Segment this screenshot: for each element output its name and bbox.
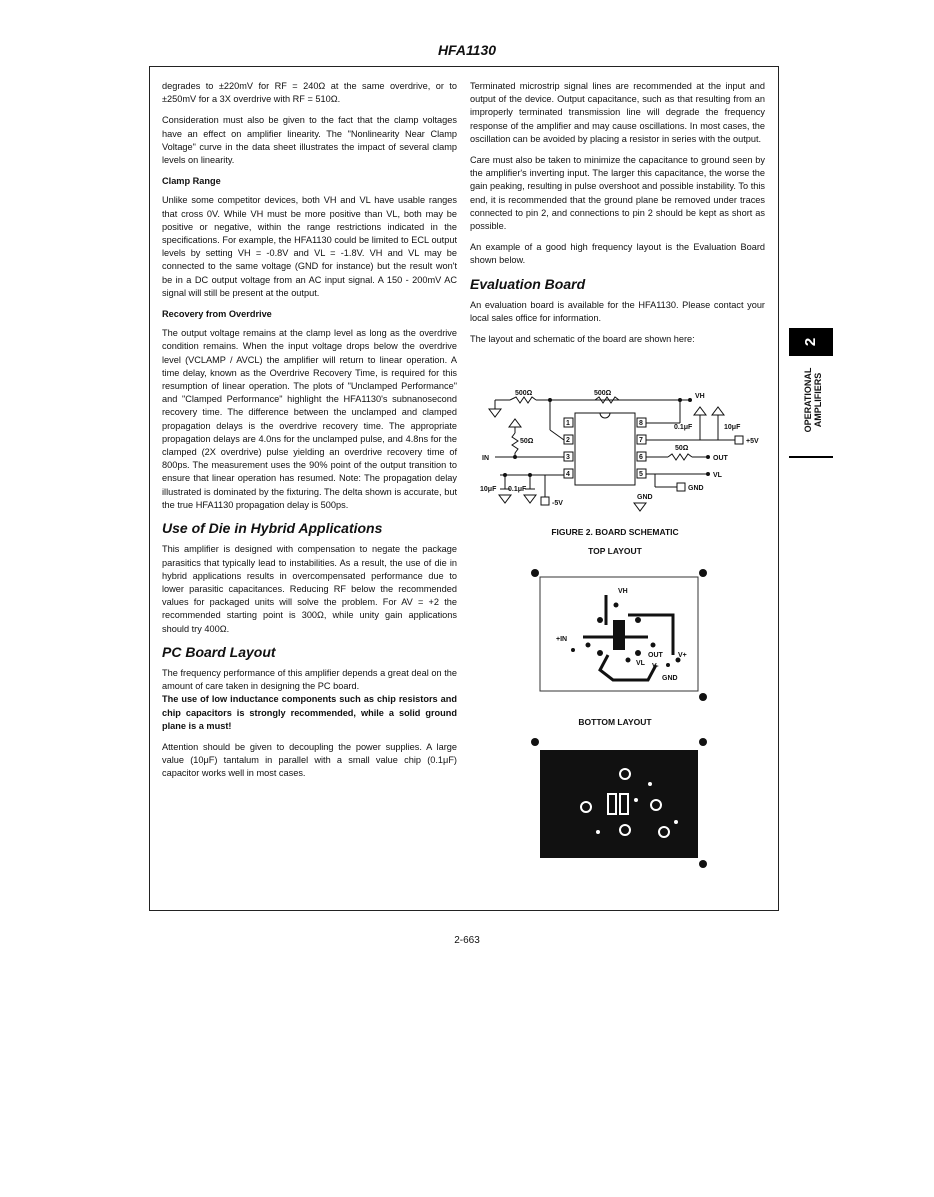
- svg-text:8: 8: [639, 420, 643, 427]
- paragraph: An example of a good high frequency layout is the Evaluation Board shown below.: [470, 242, 765, 266]
- svg-text:3: 3: [566, 454, 570, 461]
- svg-text:1: 1: [566, 420, 570, 427]
- figure-caption: FIGURE 2. BOARD SCHEMATIC: [551, 527, 679, 537]
- out-label: OUT: [713, 455, 728, 462]
- side-tab: [789, 328, 833, 458]
- plus5-label: +5V: [746, 438, 759, 445]
- section-heading-evaluation: Evaluation Board: [470, 275, 586, 292]
- gnd-label: GND: [662, 675, 678, 682]
- in-label: +IN: [556, 636, 568, 643]
- vh-label: VH: [618, 588, 628, 595]
- right-column: [470, 80, 765, 354]
- vl-label: VL: [636, 660, 645, 667]
- paragraph-bold: The use of low inductance components such as chip resistors and chip capacitors is strongly recommended, while a solid ground plane is a must!: [162, 694, 457, 731]
- top-layout-label: TOP LAYOUT: [588, 546, 642, 556]
- svg-text:2: 2: [566, 437, 570, 444]
- paragraph: This amplifier is designed with compensation to negate the package parasitics that typically lead to instabilities. As a result, the use of die in hybrid applications results in overcompensated performance due to lower parasitic capacitances. Reducing RF below the recommended values for packaged units will solve the problem. For AV = +2 the recommended starting point is 300Ω, while unity gain applications should try 400Ω.: [162, 544, 457, 634]
- paragraph: Consideration must also be given to the fact that the clamp voltages have an effect on amplifier linearity. The "Nonlinearity Near Clamp Voltage" curve in the data sheet illustrates the impact of several clamp levels on linearity.: [162, 115, 457, 166]
- board-schematic: [480, 385, 770, 515]
- paragraph: Attention should be given to decoupling the power supplies. A large value (10μF) tantalum in parallel with a small value chip (0.1μF) capacitor works well in most cases.: [162, 741, 457, 779]
- subheading-recovery: Recovery from Overdrive: [162, 309, 272, 320]
- side-tab-number: 2: [789, 328, 833, 356]
- svg-text:5: 5: [639, 471, 643, 478]
- bottom-layout-label: BOTTOM LAYOUT: [578, 717, 652, 727]
- paragraph: An evaluation board is available for the HFA1130. Please contact your local sales office for information.: [470, 299, 765, 324]
- subheading-clamp-range: Clamp Range: [162, 176, 221, 187]
- capacitor-label: 10μF: [480, 486, 497, 493]
- in-label: IN: [482, 455, 489, 462]
- capacitor-label: 0.1μF: [508, 486, 527, 493]
- paragraph: Terminated microstrip signal lines are recommended at the input and output of the device. Output capacitance, such as that resulting from an improperly terminated transmission line will degrade the frequency response of the amplifier and may cause oscillations. In most cases, the oscillation can be avoided by placing a resistor in series with the output.: [470, 81, 765, 144]
- paragraph: Care must also be taken to minimize the capacitance to ground seen by the amplifier's inverting input. The larger this capacitance, the worse the gain peaking, resulting in pulse overshoot and possible instability. To this end, it is recommended that the ground plane be removed under traces connected to pin 2, and connections to pin 2 should be kept as short as possible.: [470, 155, 765, 232]
- page-header-title: HFA1130: [437, 42, 497, 58]
- section-heading-die: Use of Die in Hybrid Applications: [162, 520, 383, 537]
- paragraph: degrades to ±220mV for RF = 240Ω at the same overdrive, or to ±250mV for a 3X overdrive with RF = 510Ω.: [162, 81, 457, 105]
- top-layout-figure: [528, 565, 713, 705]
- page-number: 2-663: [454, 935, 480, 946]
- resistor-label: 500Ω: [515, 390, 533, 397]
- section-heading-pcb: PC Board Layout: [162, 643, 276, 660]
- capacitor-label: 10μF: [724, 424, 741, 431]
- paragraph: The layout and schematic of the board are shown here:: [470, 334, 695, 345]
- paragraph: The output voltage remains at the clamp level as long as the overdrive condition remains. When the input voltage drops below the overdrive level (VCLAMP / AVCL) the amplifier will return to linear operation. A time delay, known as the Overdrive Recovery Time, is required for this resumption of linear operation. The plots of "Unclamped Performance" and "Clamped Performance" highlight the HFA1130's subnanosecond recovery time. The difference between the unclamped and clamped propagation delays is the overdrive recovery time. The appropriate propagation delays are 4.0ns for the unclamped pulse, and 4.8ns for the clamped (2X overdrive) pulse yielding an overdrive recovery time of 800ps. The measurement uses the 90% point of the output transition to ensure that linear operation has resumed. Note: The propagation delay illustrated is dominated by the fixturing. The delta shown is accurate, but the true HFA1130 propagation delay is 500ps.: [162, 328, 457, 510]
- resistor-label: 50Ω: [675, 445, 689, 452]
- svg-text:4: 4: [566, 471, 570, 478]
- svg-text:6: 6: [639, 454, 643, 461]
- side-tab-label: OPERATIONAL AMPLIFIERS: [803, 367, 823, 433]
- out-label: OUT: [648, 652, 663, 659]
- paragraph: The frequency performance of this amplifier depends a great deal on the amount of care taken in designing the PC board.: [162, 667, 457, 692]
- vplus-label: V+: [678, 652, 687, 659]
- vh-label: VH: [695, 393, 705, 400]
- left-column: [162, 80, 457, 789]
- gnd-label: GND: [688, 485, 704, 492]
- capacitor-label: 0.1μF: [674, 424, 693, 431]
- paragraph: Unlike some competitor devices, both VH and VL have usable ranges that cross 0V. While VH must be more positive than VL, both may be positive or negative, within the range restrictions indicated in the specifications. For example, the HFA1130 could be limited to ECL output levels by setting VH = -0.8V and VL = -1.8V. VH and VL may be connected to the same voltage (GND for instance) but the result won't be in a DC output voltage from an AC input signal. A 150 - 200mV AC signal will still be present at the output.: [162, 195, 457, 298]
- svg-text:7: 7: [639, 437, 643, 444]
- vminus-label: V-: [652, 663, 659, 670]
- minus5-label: -5V: [552, 500, 563, 507]
- resistor-label: 500Ω: [594, 390, 612, 397]
- resistor-label: 50Ω: [520, 438, 534, 445]
- gnd-label: GND: [637, 494, 653, 501]
- vl-label: VL: [713, 472, 722, 479]
- bottom-layout-figure: [528, 732, 713, 872]
